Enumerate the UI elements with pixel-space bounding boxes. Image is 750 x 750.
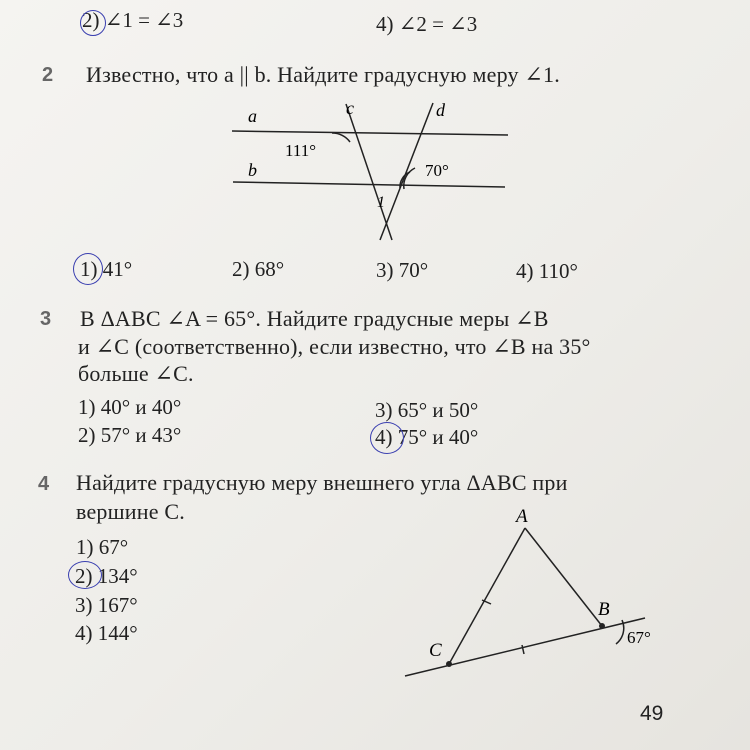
p4-option-3: 3) 167° bbox=[75, 593, 138, 617]
p2-option-2: 2) 68° bbox=[232, 257, 285, 281]
vertex-a: A bbox=[516, 506, 528, 527]
p2-option-1: 1) 41° bbox=[80, 257, 133, 281]
angle-111: 111° bbox=[285, 141, 317, 160]
problem-4-number: 4 bbox=[38, 473, 50, 495]
vertex-b: B bbox=[598, 599, 610, 620]
p2-option-3: 3) 70° bbox=[376, 258, 429, 282]
p2-option-4: 4) 110° bbox=[516, 259, 578, 283]
problem-3-line-1: В ΔABC ∠A = 65°. Найдите градусные меры ∠B bbox=[80, 306, 549, 331]
p3-option-4: 4) 75° и 40° bbox=[375, 425, 479, 449]
angle-70: 70° bbox=[425, 161, 449, 180]
pen-circle-p4 bbox=[68, 561, 102, 589]
label-c: c bbox=[346, 98, 354, 118]
problem-4-line-2: вершине C. bbox=[76, 499, 185, 524]
pen-circle-p2 bbox=[73, 253, 103, 285]
problem-3-number: 3 bbox=[40, 308, 52, 330]
exterior-angle-67: 67° bbox=[627, 628, 651, 647]
p4-option-1: 1) 67° bbox=[76, 535, 129, 559]
problem-3-line-2: и ∠C (соответственно), если известно, что ∠B на 35° bbox=[78, 334, 591, 359]
problem-3-line-3: больше ∠C. bbox=[78, 361, 194, 386]
vertex-c: C bbox=[429, 640, 442, 661]
label-a: a bbox=[248, 106, 257, 126]
problem-2-number: 2 bbox=[42, 64, 54, 86]
label-b: b bbox=[248, 160, 257, 180]
problem-4-line-1: Найдите градусную меру внешнего угла ΔABC при bbox=[76, 470, 568, 495]
pen-circle-p3 bbox=[370, 422, 404, 454]
prev-option-2: 2) ∠1 = ∠3 bbox=[82, 8, 184, 32]
p3-option-3: 3) 65° и 50° bbox=[375, 398, 479, 422]
angle-1-label: 1 bbox=[377, 194, 385, 211]
p3-option-1: 1) 40° и 40° bbox=[78, 395, 182, 419]
problem-2-text: Известно, что a || b. Найдите градусную меру ∠1. bbox=[86, 62, 560, 87]
p4-option-4: 4) 144° bbox=[75, 621, 138, 645]
prev-option-4: 4) ∠2 = ∠3 bbox=[376, 12, 478, 36]
p4-option-2: 2) 134° bbox=[75, 564, 138, 588]
page-number: 49 bbox=[640, 702, 664, 725]
p3-option-2: 2) 57° и 43° bbox=[78, 423, 182, 447]
label-d: d bbox=[436, 100, 445, 120]
